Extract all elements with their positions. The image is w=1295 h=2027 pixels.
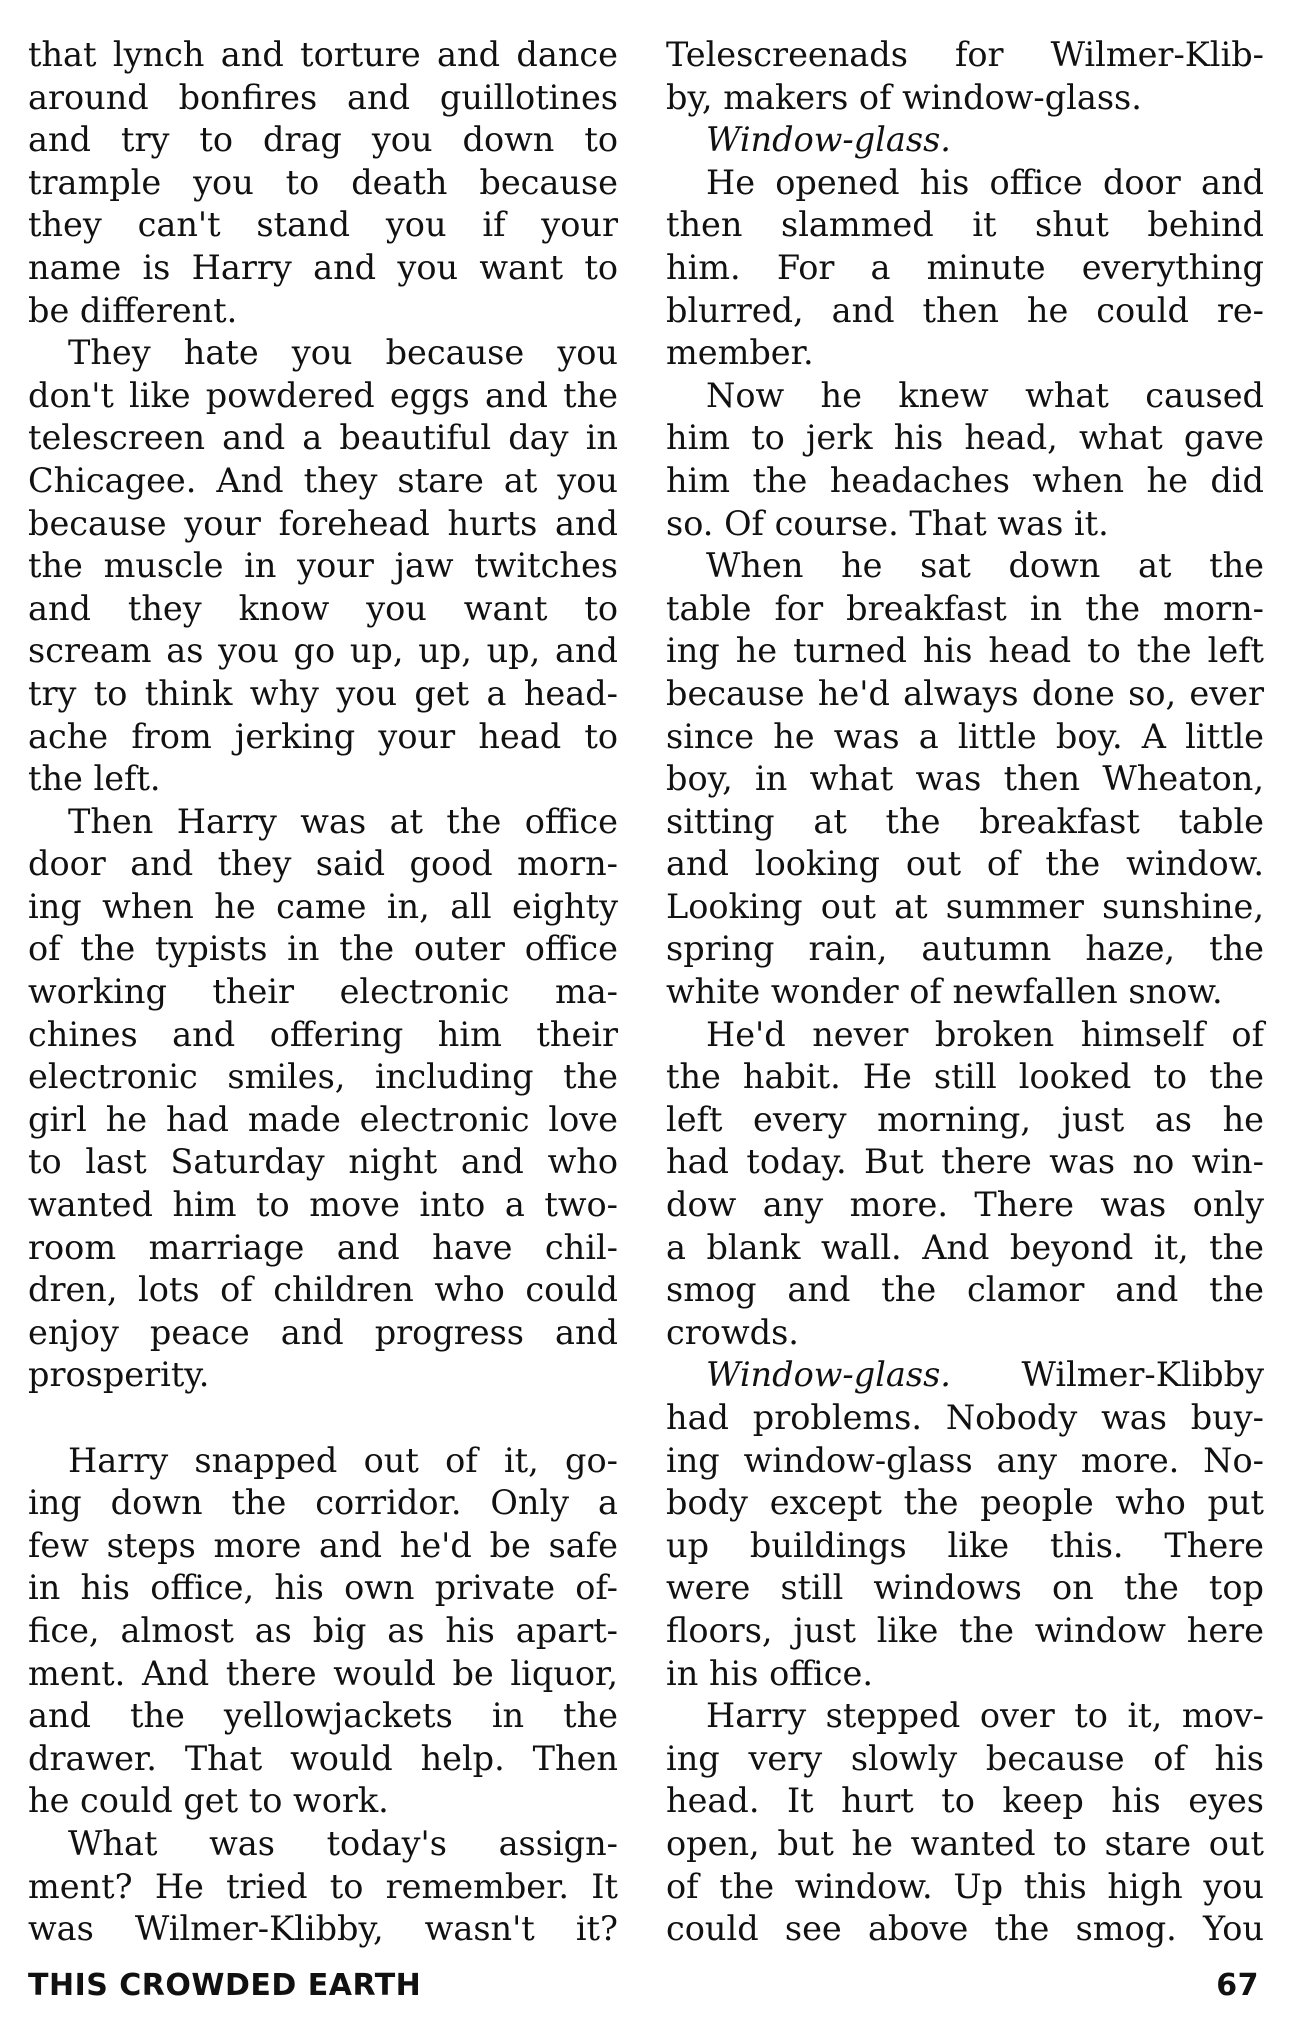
text-line: When he sat down at the — [706, 546, 1264, 586]
page-number: 67 — [1216, 1968, 1259, 2003]
text-line: wanted him to move into a two- — [28, 1185, 618, 1225]
text-line: by, makers of window-glass. — [666, 77, 1142, 117]
text-line: girl he had made electronic love — [28, 1099, 618, 1139]
text-line: dow any more. There was only — [666, 1185, 1264, 1225]
text-line: don't like powdered eggs and the — [28, 375, 618, 415]
text-line: and try to drag you down to — [28, 120, 618, 160]
text-line: to last Saturday night and who — [28, 1142, 618, 1182]
text-line: blurred, and then he could re- — [666, 290, 1264, 330]
text-line: He opened his office door and — [706, 162, 1264, 202]
text-line: electronic smiles, including the — [28, 1057, 618, 1097]
text-line: the habit. He still looked to the — [666, 1057, 1264, 1097]
text-line: spring rain, autumn haze, the — [666, 929, 1264, 969]
text-line: smog and the clamor and the — [666, 1270, 1264, 1310]
text-line: head. It hurt to keep his eyes — [666, 1781, 1264, 1821]
text-line: since he was a little boy. A little — [666, 716, 1264, 756]
text-line: scream as you go up, up, up, and — [28, 631, 618, 671]
text-line: few steps more and he'd be safe — [28, 1525, 618, 1565]
text-line: ing he turned his head to the left — [666, 631, 1264, 671]
text-line: him. For a minute everything — [666, 247, 1264, 287]
text-line: What was today's assign- — [68, 1823, 618, 1863]
text-line: drawer. That would help. Then — [28, 1738, 618, 1778]
text-line: Looking out at summer sunshine, — [666, 886, 1264, 926]
text-line: body except the people who put — [666, 1483, 1264, 1523]
text-line: table for breakfast in the morn- — [666, 588, 1264, 628]
text-line: working their electronic ma- — [28, 972, 618, 1012]
text-line: then slammed it shut behind — [666, 205, 1264, 245]
text-line: he could get to work. — [28, 1781, 389, 1821]
running-footer-title: THIS CROWDED EARTH — [28, 1968, 422, 2003]
text-line: around bonfires and guillotines — [28, 77, 618, 117]
text-line: ache from jerking your head to — [28, 716, 618, 756]
text-line: Window-glass. Wilmer-Klibby — [706, 1355, 1264, 1395]
text-line: door and they said good morn- — [28, 844, 618, 884]
text-line: in his office, his own private of- — [28, 1568, 618, 1608]
text-line: Window-glass. — [706, 120, 951, 160]
text-line: because your forehead hurts and — [28, 503, 618, 543]
text-line: of the typists in the outer office — [28, 929, 618, 969]
text-line: of the window. Up this high you — [666, 1866, 1264, 1906]
text-line: trample you to death because — [28, 162, 618, 202]
text-line: Telescreenads for Wilmer-Klib- — [666, 35, 1264, 74]
text-line: him to jerk his head, what gave — [666, 418, 1264, 458]
text-line: be different. — [28, 290, 238, 330]
text-line: dren, lots of children who could — [28, 1270, 618, 1310]
text-line: in his office. — [666, 1653, 873, 1693]
text-line: the muscle in your jaw twitches — [28, 546, 618, 586]
text-line: Now he knew what caused — [706, 375, 1264, 415]
text-line: telescreen and a beautiful day in — [28, 418, 618, 458]
text-line: name is Harry and you want to — [28, 247, 618, 287]
text-line: Harry stepped over to it, mov- — [706, 1696, 1264, 1736]
text-line: try to think why you get a head- — [28, 673, 618, 713]
text-line: enjoy peace and progress and — [28, 1312, 618, 1352]
text-line: had today. But there was no win- — [666, 1142, 1264, 1182]
text-line: chines and offering him their — [28, 1014, 618, 1054]
text-line: and they know you want to — [28, 588, 618, 628]
text-line: him the headaches when he did — [666, 460, 1264, 500]
text-line: left every morning, just as he — [666, 1099, 1264, 1139]
text-line: sitting at the breakfast table — [666, 801, 1264, 841]
text-line: boy, in what was then Wheaton, — [666, 759, 1264, 799]
left-text-column — [28, 34, 618, 1951]
text-line: and looking out of the window. — [666, 844, 1264, 884]
text-line: ing down the corridor. Only a — [28, 1483, 618, 1523]
text-line: ing very slowly because of his — [666, 1738, 1264, 1778]
text-line: prosperity. — [28, 1355, 210, 1395]
text-line: ing window-glass any more. No- — [666, 1440, 1264, 1480]
text-line: and the yellowjackets in the — [28, 1696, 618, 1736]
text-line: could see above the smog. You — [666, 1909, 1264, 1949]
text-line: He'd never broken himself of — [706, 1014, 1264, 1054]
text-line: Then Harry was at the office — [68, 801, 618, 841]
text-line: open, but he wanted to stare out — [666, 1823, 1264, 1863]
text-line: ing when he came in, all eighty — [28, 886, 618, 926]
text-line: were still windows on the top — [666, 1568, 1264, 1608]
text-line: They hate you because you — [68, 333, 618, 373]
text-line: the left. — [28, 759, 161, 799]
text-line: Harry snapped out of it, go- — [68, 1440, 618, 1480]
text-line: had problems. Nobody was buy- — [666, 1398, 1264, 1437]
text-line: because he'd always done so, ever — [666, 673, 1264, 713]
text-line: crowds. — [666, 1312, 799, 1352]
text-line: room marriage and have chil- — [28, 1227, 618, 1267]
text-line: white wonder of newfallen snow. — [666, 972, 1223, 1012]
paragraph-gap — [28, 1397, 618, 1440]
text-line: that lynch and torture and dance — [28, 35, 618, 74]
text-line: fice, almost as big as his apart- — [28, 1610, 618, 1650]
text-line: up buildings like this. There — [666, 1525, 1264, 1565]
text-line: floors, just like the window here — [666, 1610, 1264, 1650]
text-line: member. — [666, 333, 814, 373]
text-line: Chicagee. And they stare at you — [28, 460, 618, 500]
text-line: a blank wall. And beyond it, the — [666, 1227, 1264, 1267]
text-line: was Wilmer-Klibby, wasn't it? — [28, 1909, 618, 1949]
text-line: they can't stand you if your — [28, 205, 618, 245]
right-text-column — [666, 34, 1264, 1951]
text-line: so. Of course. That was it. — [666, 503, 1109, 543]
text-line: ment? He tried to remember. It — [28, 1866, 618, 1906]
text-line: ment. And there would be liquor, — [28, 1653, 618, 1693]
